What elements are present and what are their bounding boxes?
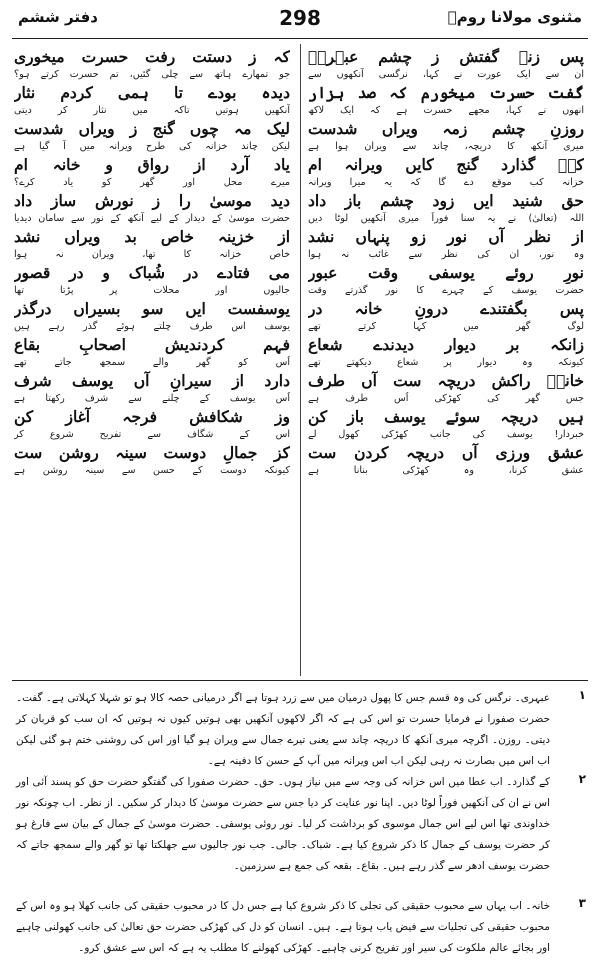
gloss-line: انھوں نے کہا، مجھے حسرت ہے کہ ایک لاکھ xyxy=(308,105,584,116)
gloss-line: وہ نور، ان کی نظر سے غائب نہ ہوا xyxy=(308,249,584,260)
gloss-line: خزانہ کب موقع دے گا کہ یہ میرا ویرانہ xyxy=(308,177,584,188)
gloss-line: عشق کرنا، وہ کھڑکی بنانا ہے xyxy=(308,465,584,476)
verse-line: حق شنید ایں زود چشم باز داد xyxy=(308,191,584,210)
gloss-line: حضرت یوسف کے چہرے کا نور گذرتے وقت xyxy=(308,285,584,296)
page-number: 298 xyxy=(279,6,321,30)
footnote-3 xyxy=(16,896,586,959)
footnote-text: کے گذارد۔ اب عطا میں اس خزانہ کی وجہ سے میں نیاز ہوں۔ حق۔ حضرت صفورا کی گفتگو حضرت حق کو پسند آئی اور اس نے ان کی آنکھیں فوراً لوٹا دیں۔ اپنا نور عنایت کر دیا جس سے حضرت موسیٰ کا دیدار کر سکیں۔ از نظر۔ اب چونکہ نور خداوندی تھا اس لیے اس جمال موسوی کو برداشت کر لیا۔ نور روئی یوسفی۔ حضرت موسیٰ کے جمال کے بیان سے فارغ ہو کر حضرت یوسف کے جمال کا ذکر شروع کیا ہے۔ شباک۔ جالی۔ جب نور جالیوں سے جھلکتا تھا تو گھر والے سمجھ جاتے کہ حضرت یوسف ادھر سے گذر رہے ہیں۔ بقاع۔ بقعہ کی جمع ہے سرزمین۔ xyxy=(16,776,550,872)
gloss-line: جو تمھارے ہاتھ سے چلی گئیں، تم حسرت کرتے ہو؟ xyxy=(14,69,290,80)
page-header xyxy=(14,6,586,36)
verse-line: خانہؔ راکش دریچہ ست آں طرف xyxy=(308,371,584,390)
verse-line: پس زنے گفتش ز چشم عبہریؔ xyxy=(308,47,584,66)
gloss-line: ان سے ایک عورت نے کہا، نرگسی آنکھوں سے xyxy=(308,69,584,80)
gloss-line: آنکھیں ہوتیں تاکہ میں نثار کر دیتی xyxy=(14,105,290,116)
verse-line: فہم کردندیش اصحابِ بقاع xyxy=(14,335,290,354)
footnote-number: ۲ xyxy=(578,772,586,786)
gloss-line: جس گھر کی کھڑکی اُس طرف ہے xyxy=(308,393,584,404)
footnote-number: ۱ xyxy=(578,688,586,702)
gloss-line: کیونکہ دوست کے حسن سے سینہ روشن ہے xyxy=(14,465,290,476)
verse-line: دید موسیٰ را ز نورش ساز داد xyxy=(14,191,290,210)
gloss-line: حضرت موسیٰ کے دیدار کے لیے آنکھ کے نور سے سامان دیدیا xyxy=(14,213,290,224)
verse-line: یاد آرد از رواق و خانہ ام xyxy=(14,155,290,174)
gloss-line: اس کے شگاف سے تفریح شروع کر xyxy=(14,429,290,440)
gloss-line: خبردار! یوسف کی جانب کھڑکی کھول لے xyxy=(308,429,584,440)
verse-line: ہیں دریچہ سوئے یوسف باز کن xyxy=(308,407,584,426)
verse-line: گفت حسرت میخورم کہ صد ہزار xyxy=(308,83,584,102)
gloss-line: میری آنکھ کا دریچہ، چاند سے ویران ہوا ہے xyxy=(308,141,584,152)
verse-line: نورِ روئے یوسفی وقت عبور xyxy=(308,263,584,282)
column-divider xyxy=(300,44,301,676)
gloss-line: میرے محل اور گھر کو یاد کرے؟ xyxy=(14,177,290,188)
verse-line: کےؔ گذارد گنج کایں ویرانہ ام xyxy=(308,155,584,174)
verse-line: پس بگفتندے درونِ خانہ در xyxy=(308,299,584,318)
gloss-line: لوگ گھر میں کہا کرتے تھے xyxy=(308,321,584,332)
verse-line: دیدہ بودے تا ہمی کردم نثار xyxy=(14,83,290,102)
verse-line: می فتادے در شُباک و در قصور xyxy=(14,263,290,282)
verse-line: عشق ورزی آں دریچہ کردن ست xyxy=(308,443,584,462)
footnote-1 xyxy=(16,688,586,772)
header-rule xyxy=(12,38,588,39)
gloss-line: یوسف اس طرف چلتے ہوئے گذر رہے ہیں xyxy=(14,321,290,332)
left-column xyxy=(14,46,290,478)
gloss-line: جالیوں اور محلات پر پڑتا تھا xyxy=(14,285,290,296)
gloss-line: لیکن چاند خزانہ کی طرح ویرانہ میں آ گیا ہے xyxy=(14,141,290,152)
verse-line: کہ ز دستت رفت حسرت میخوری xyxy=(14,47,290,66)
book-title: مثنوی مولانا رومؒ xyxy=(447,8,582,26)
verse-line: زانکہ بر دیوار دیدندے شعاع xyxy=(308,335,584,354)
verse-line: یوسفست ایں سو بسیراں درگذر xyxy=(14,299,290,318)
footnote-number: ۳ xyxy=(578,896,586,910)
footnote-text: خانہ۔ اب یہاں سے محبوب حقیقی کی تجلی کا ذکر شروع کیا ہے جس دل کا در محبوب حقیقی کی جانب کھلا ہو وہ اس کے محبوب حقیقی کی تجلیات سے فیض یاب ہوتا ہے۔ ہیں۔ انسان کو دل کی کھڑکی حضرت حق تعالیٰ کی جانب کھولنی چاہیے اور بجائے عالم ملکوت کی سیر اور تفریح کرنی چاہیے۔ کھڑکی کھولنے کا مطلب یہ ہے کہ اس سے عشق کرو۔ xyxy=(16,900,550,954)
right-column xyxy=(308,46,584,478)
footnote-text: عبہری۔ نرگس کی وہ قسم جس کا پھول درمیان میں سے زرد ہوتا ہے اگر درمیانی حصہ کالا ہو تو شہلا کہلاتی ہے۔ گفت۔ حضرت صفورا نے فرمایا حسرت تو اس کی ہے کہ اگر لاکھوں آنکھیں بھی ہوتیں کیوں نہ ہوتیں کہ ان سب کو قربان کر دیتی۔ روزن۔ اگرچہ میری آنکھ کا دریچہ چاند سے یعنی تیرے جمال سے ویران ہو گیا اور اس کی روشنی ختم ہو گئی لیکن اب اس میں بصارت نہ رہی لیکن اب اس ویرانہ میں آپ کے حسن کا دفینہ ہے۔ xyxy=(16,692,550,767)
verse-line: دارد از سیرانِ آں یوسف شرف xyxy=(14,371,290,390)
gloss-line: کیونکہ وہ دیوار پر شعاع دیکھتے تھے xyxy=(308,357,584,368)
volume-title: دفتر ششم xyxy=(18,8,98,26)
footnote-2 xyxy=(16,772,586,877)
gloss-line: خاص خزانہ کا تھا، ویران نہ ہوا xyxy=(14,249,290,260)
gloss-line: اُس یوسف کے چلنے سے شرف رکھتا ہے xyxy=(14,393,290,404)
verse-line: لیک مہ چوں گنج ز ویراں شدست xyxy=(14,119,290,138)
verse-line: کز جمالِ دوست سینہ روشن ست xyxy=(14,443,290,462)
footnote-rule xyxy=(12,680,588,681)
verse-line: روزنِ چشم زمہ ویراں شدست xyxy=(308,119,584,138)
gloss-line: اُس کو گھر والے سمجھ جاتے تھے xyxy=(14,357,290,368)
verse-line: وز شکافش فرجہ آغاز کن xyxy=(14,407,290,426)
verse-line: از خزینہ خاص بد ویراں نشد xyxy=(14,227,290,246)
gloss-line: اللہ (تعالیٰ) نے یہ سنا فوراً میری آنکھیں لوٹا دیں xyxy=(308,213,584,224)
verse-line: از نظر آں نور زو پنہاں نشد xyxy=(308,227,584,246)
